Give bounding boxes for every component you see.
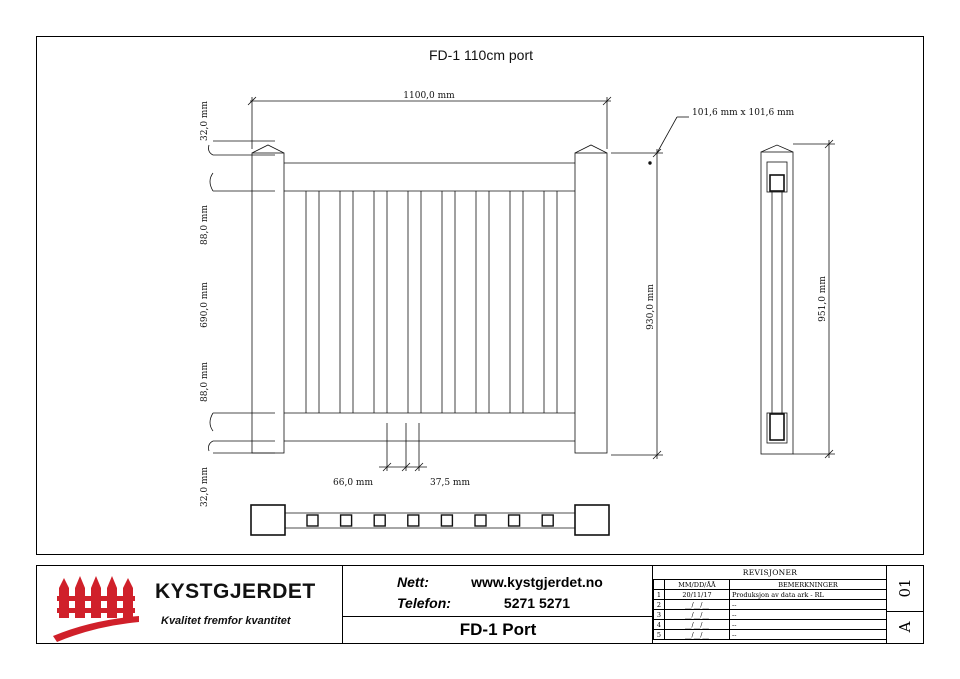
picket-section [542, 515, 553, 526]
web-link[interactable]: www.kystgjerdet.no [471, 574, 603, 590]
top-rail-label: 88,0 mm [200, 205, 210, 245]
web-label: Nett: [397, 574, 429, 590]
picket-section [341, 515, 352, 526]
revision-row: 3 __/__/__ -- [654, 610, 887, 620]
title-block [36, 565, 924, 644]
revisions-header-row [654, 580, 887, 590]
logo-area [37, 566, 343, 643]
kystgjerdet-logo-icon [51, 570, 151, 645]
height-dimension [611, 108, 795, 459]
revisions-header: REVISJONER [742, 568, 798, 577]
phone-label: Telefon: [397, 595, 451, 611]
picket-spacing-dimension [333, 423, 470, 488]
width-label: 1100,0 mm [403, 91, 455, 101]
picket-zone-label: 690,0 mm [200, 282, 210, 328]
picket-section [408, 515, 419, 526]
tagline: Kvalitet fremfor kvantitet [161, 615, 291, 627]
revisions-table [653, 579, 887, 640]
top-cap-label: 32,0 mm [200, 101, 210, 141]
revision-letter: A [896, 621, 914, 633]
picket-width-label: 37,5 mm [430, 478, 470, 488]
sheet-number: 01 [896, 578, 914, 598]
revision-row: 1 20/11/17 Produksjon av data ark - RL [654, 590, 887, 600]
revision-row: 4 __/__/__ -- [654, 620, 887, 630]
gate-drawing [37, 37, 925, 556]
right-post [575, 145, 607, 453]
pickets [306, 191, 557, 413]
bottom-gap-label: 32,0 mm [200, 467, 210, 507]
post-size-label: 101,6 mm x 101,6 mm [692, 108, 795, 118]
product-name: FD-1 Port [459, 620, 537, 639]
phone-number[interactable]: 5271 5271 [503, 595, 571, 611]
drawing-title: FD-1 110cm port [429, 47, 533, 63]
height-label: 930,0 mm [646, 284, 656, 330]
side-height-label: 951,0 mm [818, 276, 828, 322]
picket-section [509, 515, 520, 526]
side-view [761, 140, 835, 458]
notes-column-header: BEMERKNINGER [730, 580, 887, 590]
picket-section [475, 515, 486, 526]
sheet-info [887, 566, 923, 643]
contact-area [343, 566, 653, 643]
bottom-rail [284, 413, 575, 441]
date-column-header: MM/DD/ÅÅ [665, 580, 730, 590]
top-view [251, 505, 609, 535]
picket-section [307, 515, 318, 526]
drawing-frame [36, 36, 924, 555]
width-dimension [248, 91, 611, 149]
picket-gap-label: 66,0 mm [333, 478, 373, 488]
brand-name: KYSTGJERDET [155, 580, 316, 603]
contact-divider [343, 616, 653, 617]
revisions-area [653, 566, 887, 643]
revision-row: 5 __/__/__ -- [654, 630, 887, 640]
picket-section [441, 515, 452, 526]
bottom-rail-label: 88,0 mm [200, 362, 210, 402]
revision-row: 2 __/__/__ -- [654, 600, 887, 610]
top-rail [284, 163, 575, 191]
picket-section [374, 515, 385, 526]
left-height-dimensions [200, 101, 275, 507]
